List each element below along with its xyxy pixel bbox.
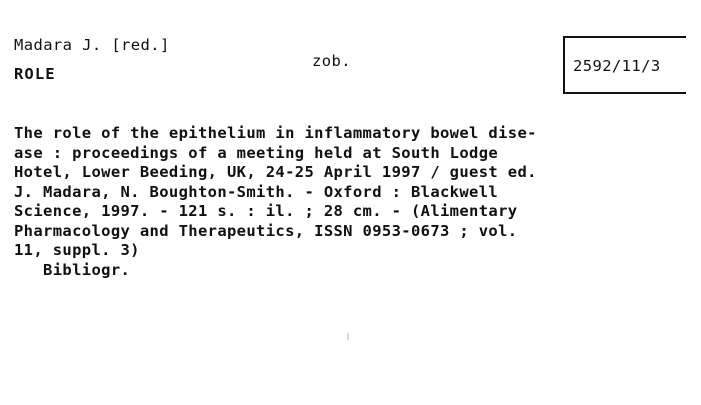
description-line: Pharmacology and Therapeutics, ISSN 0953-0673 ; vol.	[14, 221, 518, 240]
author-statement: Madara J. [red.]	[14, 36, 170, 54]
description-block	[14, 124, 690, 280]
call-number-box	[563, 36, 686, 94]
main-heading: ROLE	[14, 65, 56, 83]
call-number: 2592/11/3	[573, 57, 661, 75]
description-line: The role of the epithelium in inflammatory bowel dise-	[14, 124, 537, 142]
description-line: ase : proceedings of a meeting held at South Lodge	[14, 143, 499, 162]
description-line: Hotel, Lower Beeding, UK, 24-25 April 1997 / guest ed.	[14, 163, 537, 181]
description-line: 11, suppl. 3)	[14, 241, 140, 259]
description-line: J. Madara, N. Boughton-Smith. - Oxford : Blackwell	[14, 182, 499, 201]
scan-speck	[347, 333, 349, 340]
bibliography-note: Bibliogr.	[14, 260, 131, 279]
subject-mark: zob.	[312, 52, 351, 70]
description-line: Science, 1997. - 121 s. : il. ; 28 cm. - (Alimentary	[14, 202, 518, 220]
